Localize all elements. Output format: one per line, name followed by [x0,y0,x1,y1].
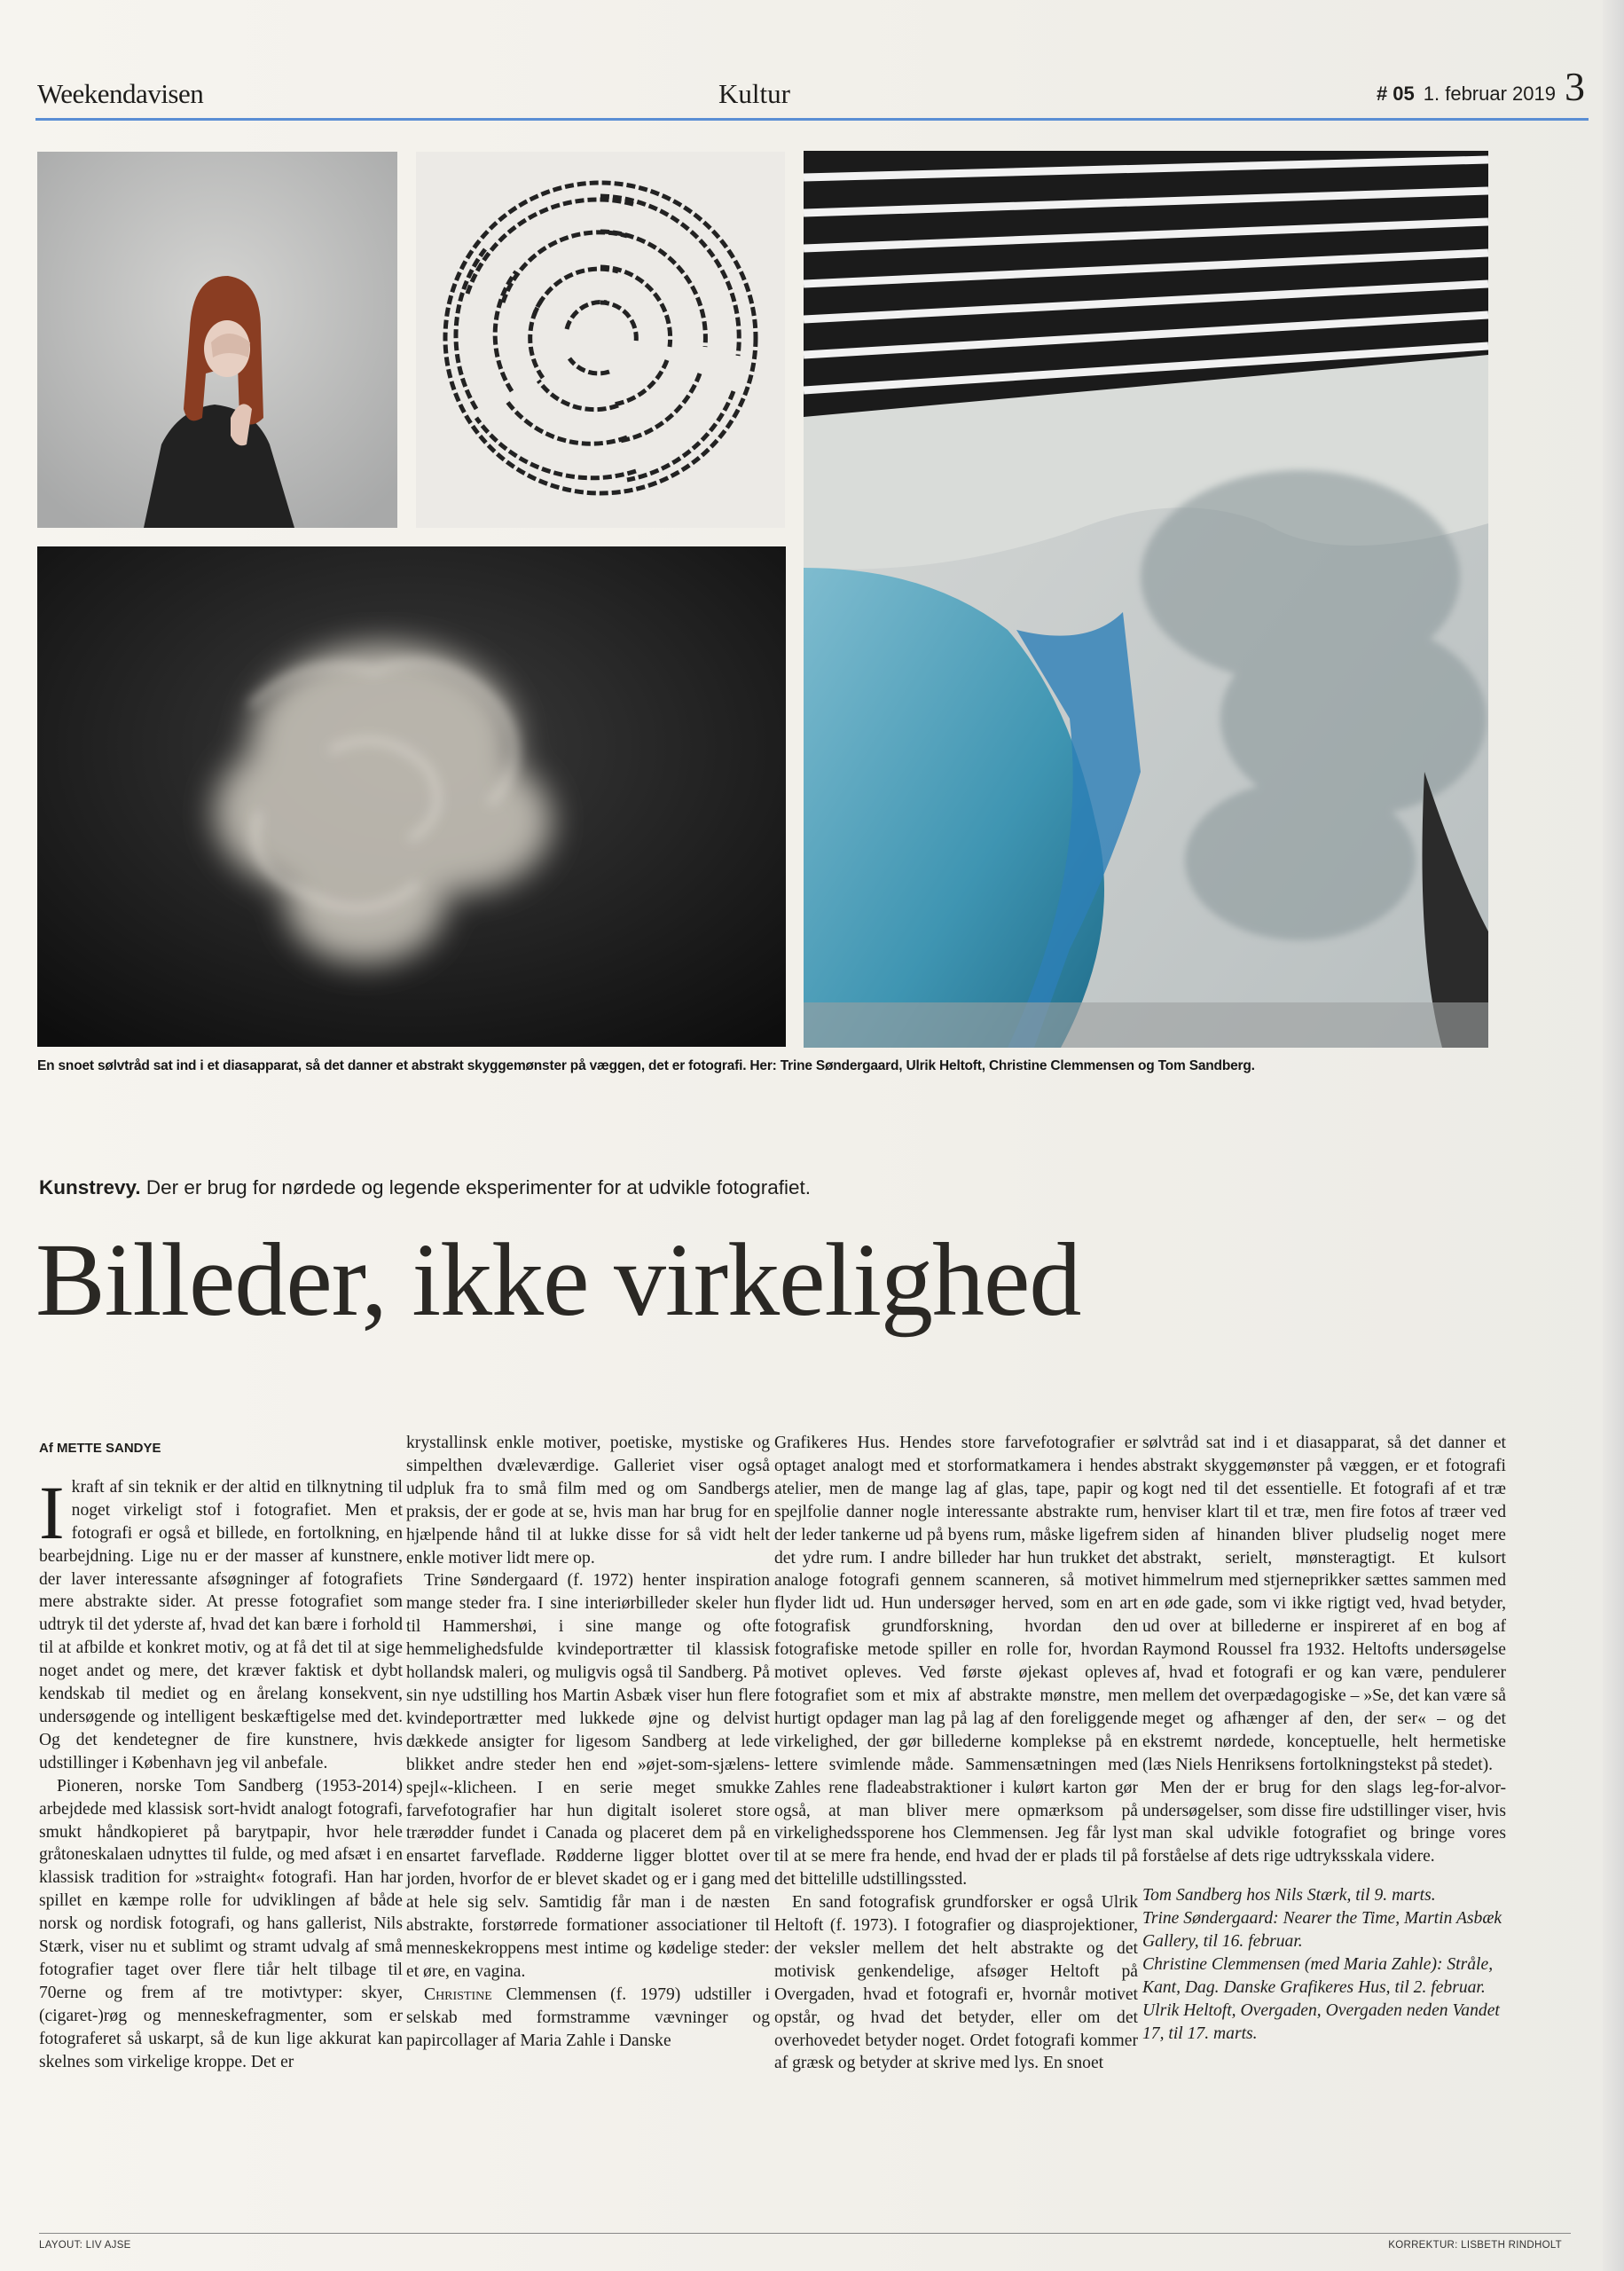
paragraph-5-lead: Christine [424,1984,492,2004]
paragraph-2: Pioneren, norske Tom Sandberg (1953-2014) arbejdede med klassisk sort-hvidt analogt fotografi, smukt håndkopieret på barytpapir, hvor hele gråtoneskalaen udnyttes til fulde, og med afsæt i en klassisk tradition for »straight« fotografi. Han har spillet en kæmpe rolle for udviklingen af både norsk og nordisk fotografi, og hans gallerist, Nils Stærk, viser nu et sublimt og stramt udvalg af små fotografier taget over flere tiår helt tilbage til 70erne og frem af tre motivtyper: skyer, (cigaret-)røg og menneskefragmenter, som er fotograferet så uskarpt, så de kun lige akkurat kan skelnes som virkelige kroppe. Det er [39,1776,403,2071]
article-column-1 [39,1437,403,2073]
page-edge [1603,0,1624,2271]
layout-credit: LAYOUT: LIV AJSE [39,2240,131,2251]
page-number: 3 [1565,64,1585,109]
photo-circular-chain-pattern [416,152,785,528]
headline: Billeder, ikke virkelighed [35,1222,1081,1338]
paragraph-5-text: Clemmensen (f. 1979) udstiller i selskab med formstramme vævninger og papircollager af Maria Zahle i Danske [406,1984,770,2050]
paragraph-1: kraft af sin teknik er der altid en tilknytning til noget virkeligt stof i fotografiet. Men et fotografi er også et billede, en fortolkning, en bearbejdning. Lige nu er der masser af kunstnere, der laver interessante afsøgninger af fotografiets mere abstrakte sider. At presse fotografiet som udtryk til det yderste af, hvad det kan bære i forhold til at afbilde et konkret motiv, og at få det til at sige noget andet og mere, det kræver faktisk et dybt kendskab til mediet og en årelang konsekvent, undersøgende og intelligent beskæftigelse med det. Og det kendetegner de fire kunstnere, hvis udstillinger i København jeg vil anbefale. [39,1477,403,1772]
paragraph-3: krystallinsk enkle motiver, poetiske, mystiske og simpelthen dvæleværdige. Galleriet viser også udpluk fra to små film med og om Sandbergs praksis, der er gode at se, hvis man har brug for en hjælpende hånd til at lukke disse for så vidt helt enkle motiver lidt mere op. [406,1434,770,1568]
paragraph-7: En sand fotografisk grundforsker er også Ulrik Heltoft (f. 1973). I fotografier og diasprojektioner, der veksler mellem det helt abstrakte og det motivisk genkendelige, afsøger Heltoft på Overgaden, hvad et fotografi er, hvornår motivet opstår, og hvad det betyder, eller om det overhovedet betyder noget. Ordet fotografi kommer af græsk og betyder at skrive med lys. En snoet [774,1893,1138,2073]
paper-name: Weekendavisen [37,78,204,109]
photo-smoke-cloud [37,546,786,1047]
paragraph-8: sølvtråd sat ind i et diasapparat, så det danner et abstrakt skyggemønster på væggen, er et fotografi kogt ned til det essentielle. Et fotografi af et træ henviser klart til et træ, men fire fotos af træer ved siden af hinanden bliver pludselig noget mere abstrakt, serielt, mønsteragtigt. Et kulsort himmelrum med stjerneprikker sættes sammen med en øde gade, som vi ikke rigtigt ved, hvad betyder, ud over at billederne er inspireret af en bog af Raymond Roussel fra 1932. Heltofts undersøgelse af, hvad et fotografi er og kan være, pendulerer mellem det overpædagogiske – »Se, det kan være så meget og afhænger af den, der ser« – og det ekstremt nørdede, konceptuelle, helt hermetiske (læs Niels Henriksens fortolkningstekst på stedet). [1142,1434,1506,1774]
drop-cap: I [39,1469,65,1555]
exhibition-item: Ulrik Heltoft, Overgaden, Overgaden neden Vandet 17, til 17. marts. [1142,2000,1500,2043]
paragraph-6: Grafikeres Hus. Hendes store farvefotografier er optaget analogt med et storformatkamera i hendes atelier, men de mange lag af glas, tape, papir og spejlfolie danner nogle interessante abstrakte rum, der leder tankerne ud på byens rum, måske ligefrem det ydre rum. I andre billeder har hun trukket det analoge fotografi gennem scanneren, så motivet flyder lidt ud. Hun undersøger herved, som en art fotografisk grundforskning, hvordan den fotografiske metode spiller en rolle for, hvordan motivet opleves. Ved første øjekast opleves fotografiet som et mix af abstrakte mønstre, men hurtigt opdager man lag på lag af den foreliggende virkelighed, der gør billederne komplekse på en lettere svimlende måde. Sammensætningen med Zahles rene fladeabstraktioner i kulørt karton gør også, at man bliver mere opmærksom på virkelighedssporene hos Clemmensen. Jeg får lyst til at se mere fra hende, end hvad der er plads til på det bittelille udstillingssted. [774,1434,1138,1890]
proof-credit: KORREKTUR: LISBETH RINDHOLT [1388,2240,1562,2251]
paragraph-9: Men der er brug for den slags leg-for-alvor-undersøgelser, som disse fire udstillinger viser, hvis man skal udvikle fotografiet og bringe vores forståelse af dets rige udtryksskala videre. [1142,1778,1506,1866]
footer-rule [39,2233,1571,2234]
byline: Af METTE SANDYE [39,1441,161,1456]
exhibition-item: Christine Clemmensen (med Maria Zahle): Stråle, Kant, Dag. Danske Grafikeres Hus, til 2. februar. [1142,1954,1494,1997]
paragraph-5 [406,1984,770,2053]
section-name: Kultur [718,78,790,109]
lead-paragraph [39,1469,403,1775]
photo-woman-portrait [37,152,397,528]
issue-number: # 05 [1376,83,1415,105]
kicker-text: Der er brug for nørdede og legende eksperimenter for at udvikle fotografiet. [140,1176,812,1198]
exhibition-item: Tom Sandberg hos Nils Stærk, til 9. marts. [1142,1886,1436,1906]
exhibition-info [1142,1884,1506,2045]
issue-date: 1. februar 2019 [1423,83,1556,105]
issue-info [1376,64,1585,109]
article-column-2 [406,1432,770,2052]
article-column-3 [774,1432,1138,2075]
photo-caption: En snoet sølvtråd sat ind i et diasapparat, så det danner et abstrakt skyggemønster på væggen, det er fotografi. Her: Trine Søndergaard, Ulrik Heltoft, Christine Clemmensen og Tom Sandberg. [37,1058,1255,1073]
kicker [39,1176,811,1199]
header-rule [35,118,1589,121]
paragraph-4: Trine Søndergaard (f. 1972) henter inspiration mange steder fra. I sine interiørbilleder skeler hun til Hammershøi, i sine mange og ofte hemmelighedsfulde kvindeportrætter til klassisk hollandsk maleri, og muligvis også til Sandberg. På sin nye udstilling hos Martin Asbæk viser hun flere kvindeportrætter med lukkede øjne og delvist dækkede ansigter for ligesom Sandberg at lede blikket andre steder hen end »øjet-som-sjælens-spejl«-klicheen. I en serie meget smukke farvefotografier har hun digitalt isoleret store trærødder fundet i Canada og placeret dem på en ensartet farveflade. Rødderne ligger blottet over jorden, hvorfor de er blevet skadet og er i gang med at hele sig selv. Samtidig får man i de næsten abstrakte, forstørrede formationer associationer til menneskekroppens mest intime og kødelige steder: et øre, en vagina. [406,1571,770,1981]
photo-abstract-collage [804,151,1488,1048]
kicker-label: Kunstrevy. [39,1176,141,1198]
article-column-4 [1142,1432,1506,2046]
exhibition-item: Trine Søndergaard: Nearer the Time, Martin Asbæk Gallery, til 16. februar. [1142,1909,1502,1952]
